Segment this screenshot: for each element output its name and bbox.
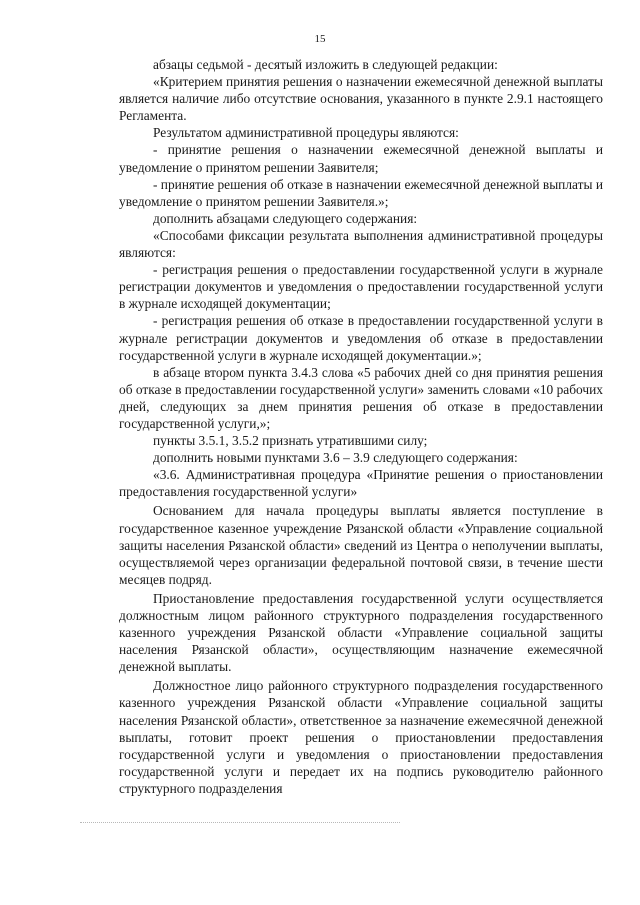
paragraph-criterion: «Критерием принятия решения о назначении ежемесячной денежной выплаты является наличие либо отсутствие основания, указанного в пункте 2.9.1 настоящего Регламента.	[119, 74, 603, 124]
paragraph-fixation-methods: «Способами фиксации результата выполнения административной процедуры являются:	[119, 227, 603, 261]
page-number: 15	[314, 33, 326, 45]
paragraph-supplement-intro: дополнить абзацами следующего содержания:	[153, 210, 418, 226]
paragraph-clause-3-6-title: «3.6. Административная процедура «Принятие решения о приостановлении предоставления государственной услуги»	[119, 467, 603, 500]
paragraph-basis: Основанием для начала процедуры выплаты является поступление в государственное казенное учреждение Рязанской области «Управление социальной защиты населения Рязанской области» сведений из Центра о неполучении выплаты, осуществляемой через организации федеральной почтовой связи, в течение шести месяцев подряд.	[119, 503, 603, 587]
paragraph-results-heading: Результатом административной процедуры являются:	[153, 125, 459, 141]
document-body	[119, 56, 603, 797]
paragraph-clause-3-4-3: в абзаце втором пункта 3.4.3 слова «5 рабочих дней со дня принятия решения об отказе в предоставлении государственной услуги» заменить словами «10 рабочих дней, следующих за днем принятия решения об отказе в предоставлении государственной услуги,»;	[119, 364, 603, 431]
paragraph-amend-intro: абзацы седьмой - десятый изложить в следующей редакции:	[153, 57, 498, 72]
paragraph-official: Должностное лицо районного структурного подразделения государственного казенного учреждения Рязанской области «Управление социальной защиты населения Рязанской области», ответственное за назначение ежемесячной денежной выплаты, готовит проект решения о приостановлении предоставления государственной услуги и уведомления о приостановлении предоставления государственной услуги и передает их на подпись руководителю районного структурного подразделения	[119, 678, 603, 796]
paragraph-suspension: Приостановление предоставления государственной услуги осуществляется должностным лицом районного структурного подразделения государственного казенного учреждения Рязанской области «Управление социальной защиты населения Рязанской области», осуществляющим назначение ежемесячной денежной выплаты.	[119, 590, 603, 675]
scan-artifact-line	[80, 822, 400, 824]
paragraph-new-clauses-intro: дополнить новыми пунктами 3.6 – 3.9 следующего содержания:	[153, 450, 518, 466]
paragraph-registration-refusal: - регистрация решения об отказе в предоставлении государственной услуги в журнале регистрации документов и уведомления об отказе в предоставлении государственной услуги в журнале исходящей документации.»;	[119, 313, 603, 363]
paragraph-clauses-void: пункты 3.5.1, 3.5.2 признать утратившими силу;	[153, 433, 428, 449]
paragraph-registration-grant: - регистрация решения о предоставлении государственной услуги в журнале регистрации документов и уведомления о предоставлении государственной услуги в журнале исходящей документации;	[119, 262, 603, 312]
paragraph-result-refusal: - принятие решения об отказе в назначении ежемесячной денежной выплаты и уведомление о принятом решении Заявителя.»;	[119, 176, 603, 209]
paragraph-result-grant: - принятие решения о назначении ежемесячной денежной выплаты и уведомление о принятом решении Заявителя;	[119, 142, 603, 175]
